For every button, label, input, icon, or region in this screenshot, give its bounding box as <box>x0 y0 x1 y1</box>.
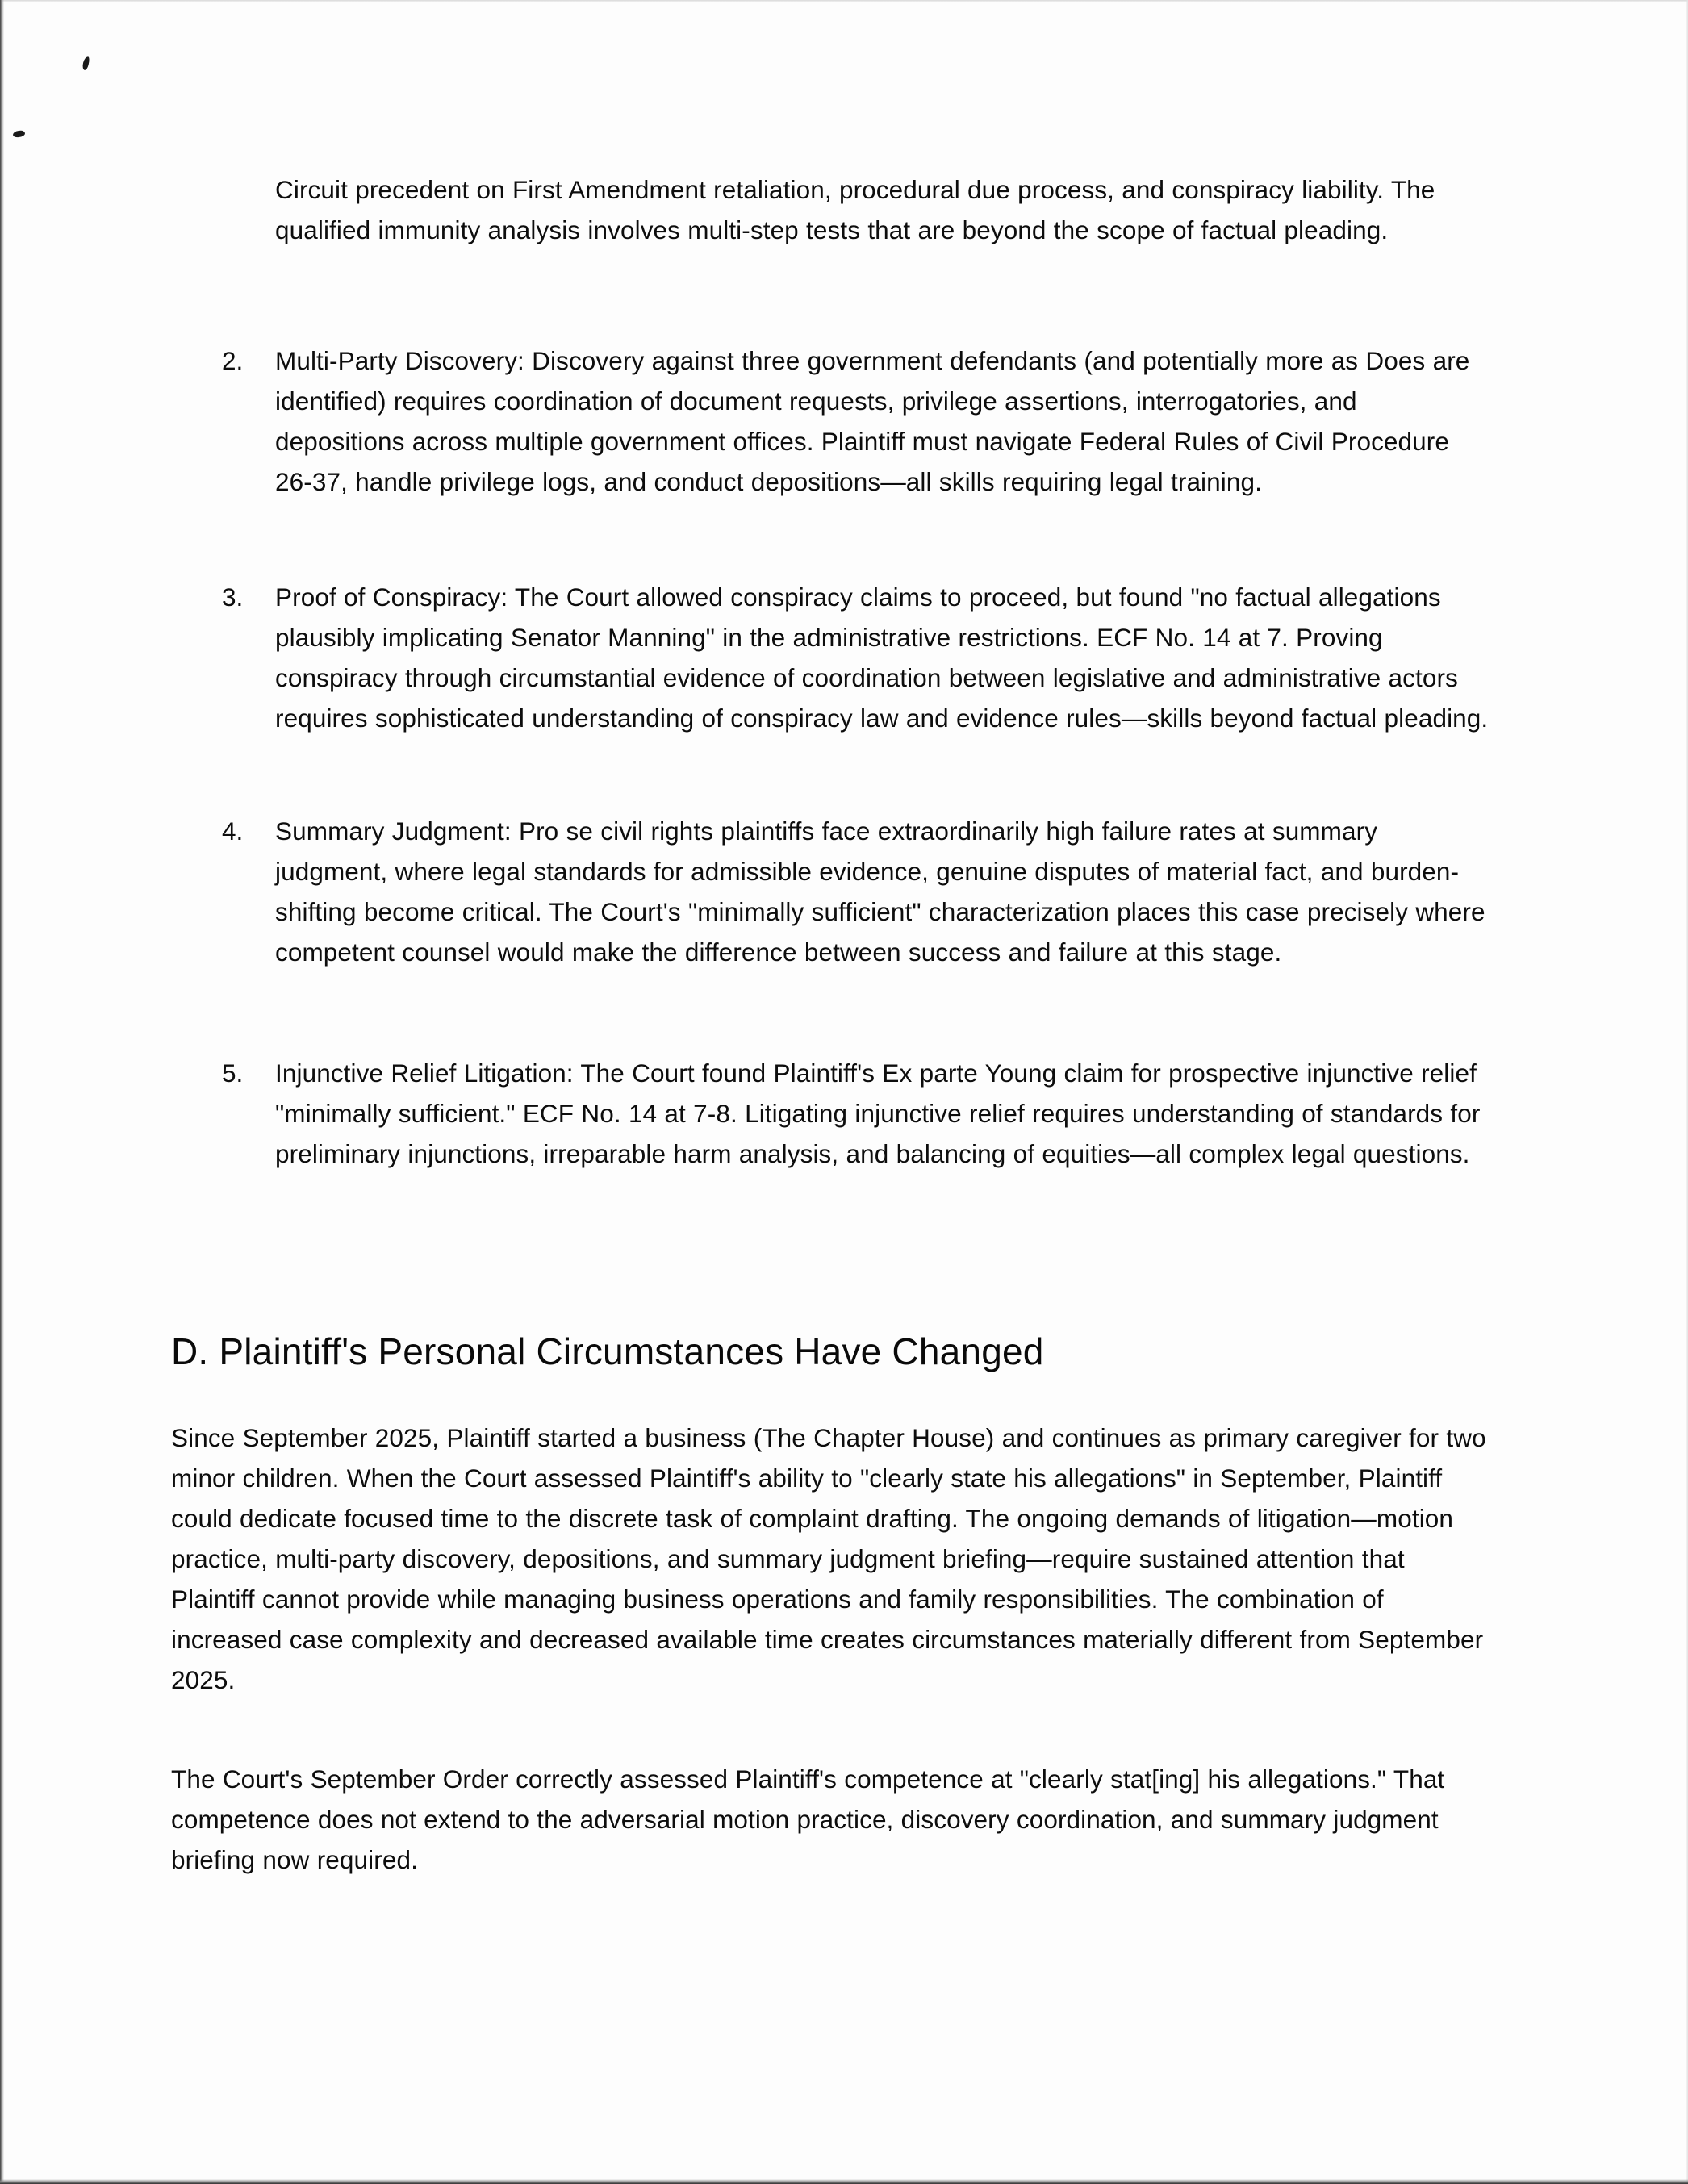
list-item-text: Summary Judgment: Pro se civil rights plaintiffs face extraordinarily high failure rates at summary judgment, where legal standards for admissible evidence, genuine disputes of material fact, and burden-shifting become critical. The Court's "minimally sufficient" characterization places this case precisely where competent counsel would make the difference between success and failure at this stage. <box>275 816 1493 967</box>
scan-artifact-speck-upper <box>81 56 90 70</box>
list-item-number: 4. <box>222 816 244 846</box>
scan-artifact-speck-left <box>13 130 26 138</box>
body-paragraph-1: Since September 2025, Plaintiff started a business (The Chapter House) and continues as primary caregiver for two minor children. When the Court assessed Plaintiff's ability to "clearly state his allegations" in September, Plaintiff could dedicate focused time to the discrete task of complaint drafting. The ongoing demands of litigation—motion practice, multi-party discovery, depositions, and summary judgment briefing—require sustained attention that Plaintiff cannot provide while managing business operations and family responsibilities. The combination of increased case complexity and decreased available time creates circumstances materially different from September 2025. <box>171 1423 1494 1694</box>
page-edge-top <box>0 0 1688 2</box>
list-item <box>222 340 1489 502</box>
continuation-paragraph: Circuit precedent on First Amendment retaliation, procedural due process, and conspiracy liability. The qualified immunity analysis involves multi-step tests that are beyond the scope of factual pleading. <box>275 175 1443 244</box>
list-item-number: 5. <box>222 1059 244 1088</box>
list-item-text: Proof of Conspiracy: The Court allowed conspiracy claims to proceed, but found "no factual allegations plausibly implicating Senator Manning" in the administrative restrictions. ECF No. 14 at 7. Proving conspiracy through circumstantial evidence of coordination between legislative and administrative actors requires sophisticated understanding of conspiracy law and evidence rules—skills beyond factual pleading. <box>275 583 1489 733</box>
list-item <box>222 577 1489 738</box>
list-item-text: Injunctive Relief Litigation: The Court found Plaintiff's Ex parte Young claim for prospective injunctive relief "minimally sufficient." ECF No. 14 at 7-8. Litigating injunctive relief requires understanding of standards for preliminary injunctions, irreparable harm analysis, and balancing of equities—all complex legal questions. <box>275 1059 1488 1168</box>
list-item <box>222 1053 1489 1174</box>
list-item <box>222 811 1493 972</box>
page-edge-bottom <box>0 2179 1688 2184</box>
list-item-number: 3. <box>222 583 244 612</box>
page-edge-left <box>0 0 4 2184</box>
list-item-number: 2. <box>222 346 244 375</box>
list-item-text: Multi-Party Discovery: Discovery against three government defendants (and potentially more as Does are identified) requires coordination of document requests, privilege assertions, interrogatories, and depositions across multiple government offices. Plaintiff must navigate Federal Rules of Civil Procedure 26-37, handle privilege logs, and conduct depositions—all skills requiring legal training. <box>275 346 1477 496</box>
body-paragraph-2: The Court's September Order correctly assessed Plaintiff's competence at "clearly stat[ing] his allegations." That competence does not extend to the adversarial motion practice, discovery coordination, and summary judgment briefing now required. <box>171 1764 1452 1874</box>
section-heading-d: D. Plaintiff's Personal Circumstances Have Changed <box>171 1330 1044 1373</box>
